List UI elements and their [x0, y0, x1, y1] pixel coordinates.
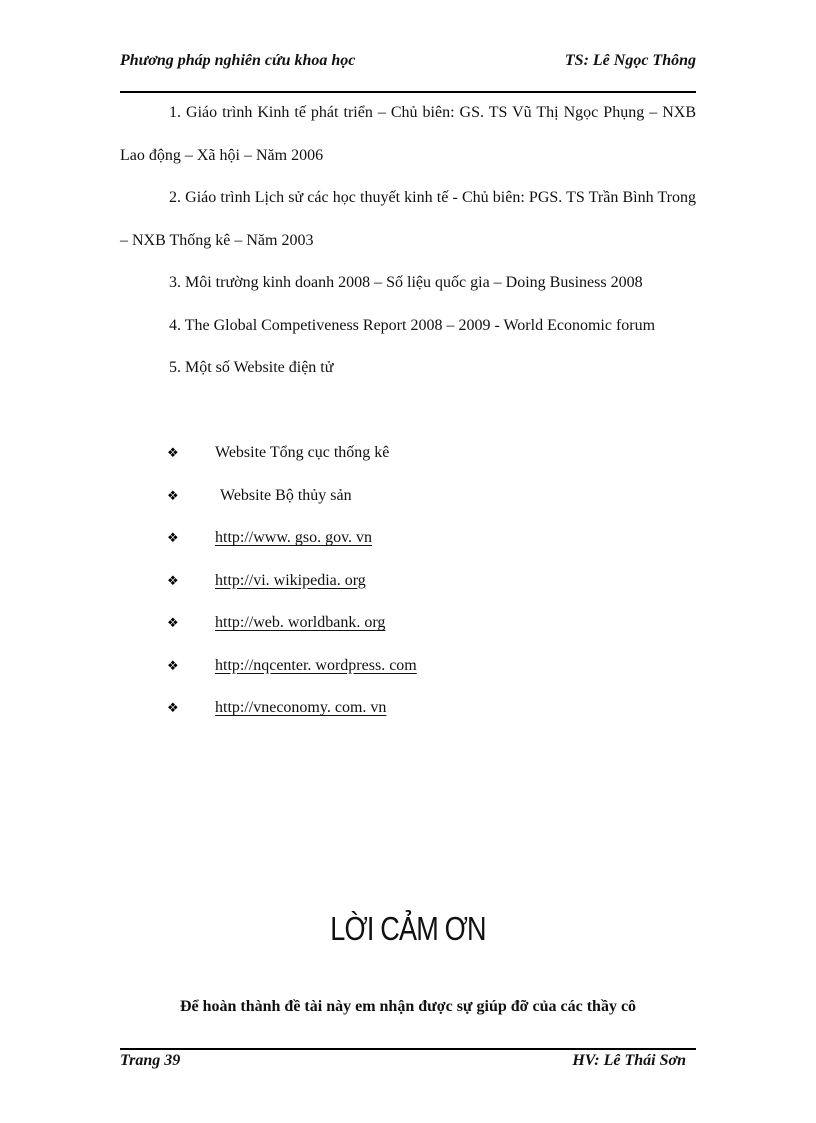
- footer-author: HV: Lê Thái Sơn: [572, 1052, 686, 1069]
- diamond-bullet-icon: ❖: [167, 615, 179, 630]
- website-list: [167, 432, 687, 730]
- reference-item-1: 1. Giáo trình Kinh tế phát triển – Chủ biên: GS. TS Vũ Thị Ngọc Phụng – NXB Lao động – Xã hội – Năm 2006: [120, 104, 696, 164]
- website-link-nqcenter[interactable]: http://nqcenter. wordpress. com: [215, 656, 417, 674]
- list-item: [167, 560, 687, 603]
- page-header: [120, 52, 696, 74]
- list-item: [167, 432, 687, 475]
- diamond-bullet-icon: ❖: [167, 530, 179, 545]
- list-item: [167, 645, 687, 688]
- diamond-bullet-icon: ❖: [167, 657, 179, 673]
- website-link-wikipedia[interactable]: http://vi. wikipedia. org: [215, 571, 366, 589]
- list-item: [167, 602, 687, 645]
- website-label: Website Tổng cục thống kê: [215, 444, 390, 461]
- diamond-bullet-icon: ❖: [167, 700, 179, 715]
- diamond-bullet-icon: ❖: [167, 487, 179, 503]
- page-footer: [120, 1052, 686, 1074]
- list-item: [167, 687, 687, 730]
- footer-divider: [120, 1048, 696, 1050]
- diamond-bullet-icon: ❖: [167, 445, 179, 460]
- website-label: Website Bộ thủy sản: [220, 486, 352, 504]
- acknowledgement-heading: LỜI CẢM ƠN: [330, 910, 486, 947]
- reference-item-3: 3. Môi trường kinh doanh 2008 – Số liệu quốc gia – Doing Business 2008: [169, 274, 643, 291]
- reference-item-4: 4. The Global Competiveness Report 2008 – 2009 - World Economic forum: [169, 316, 656, 334]
- reference-item-5: 5. Một số Website điện tử: [169, 359, 334, 376]
- website-link-worldbank[interactable]: http://web. worldbank. org: [215, 614, 386, 631]
- list-item: [167, 517, 687, 560]
- list-item: [167, 475, 687, 518]
- footer-page-number: Trang 39: [120, 1052, 181, 1069]
- website-link-gso[interactable]: http://www. gso. gov. vn: [215, 529, 373, 546]
- reference-list: [120, 92, 696, 390]
- acknowledgement-text: Để hoàn thành đề tài này em nhận được sự giúp đỡ của các thầy cô: [179, 998, 637, 1015]
- header-instructor: TS: Lê Ngọc Thông: [564, 52, 696, 69]
- diamond-bullet-icon: ❖: [167, 572, 179, 588]
- reference-item-2: 2. Giáo trình Lịch sử các học thuyết kinh tế - Chủ biên: PGS. TS Trần Bình Trong – NXB Thống kê – Năm 2003: [120, 189, 696, 249]
- header-course-title: Phương pháp nghiên cứu khoa học: [120, 52, 356, 69]
- website-link-vneconomy[interactable]: http://vneconomy. com. vn: [215, 699, 387, 716]
